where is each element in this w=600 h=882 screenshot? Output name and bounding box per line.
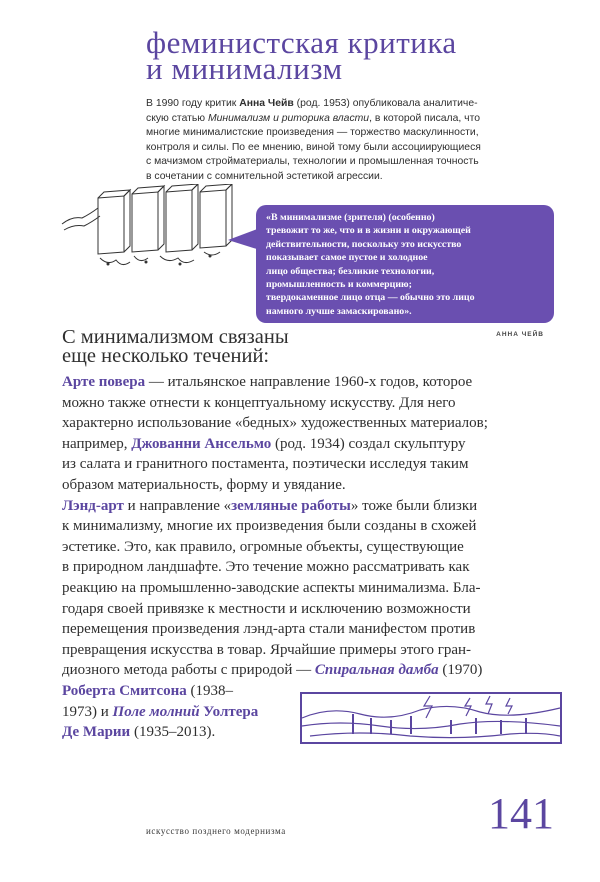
quote-line: действительности, поскольку это искусство [266, 238, 462, 250]
quote-line: промышленность и коммерцию; [266, 279, 412, 291]
body-line: превращения искусства в товар. Ярчайшие примеры этого гран- [62, 641, 472, 658]
body-text-run: — итальянское направление 1960-х годов, которое [145, 374, 473, 390]
body-line: годаря своей привязке к местности и исключению возможности [62, 600, 471, 617]
page-number: 141 [488, 789, 554, 838]
term-land-art: Лэнд-арт [62, 497, 124, 514]
quote-line: «В минимализме (зрителя) (особенно) [266, 212, 435, 223]
body-text-run: (1938– [186, 682, 233, 699]
minimalist-boxes-illustration [60, 184, 238, 276]
term-earthworks: земляные работы [231, 497, 351, 514]
quote-line: намного лучше замаскировано». [266, 305, 412, 317]
body-line: характерно использование «бедных» художественных материалов; [62, 415, 488, 432]
body-line: реакцию на промышленно-заводские аспекты минимализма. Бла- [62, 579, 481, 596]
body-text-run: » тоже были близки [350, 497, 478, 514]
quote-line: твердокаменное лицо отца — обычно это лицо [266, 292, 475, 304]
body-text-run: (род. 1934) создал скульптуру [271, 435, 466, 452]
page-title [146, 25, 566, 86]
quote-text [266, 211, 548, 318]
intro-article-title: Минимализм и риторика власти [207, 112, 370, 124]
body-line: в природном ландшафте. Это течение можно рассматривать как [62, 559, 470, 576]
work-spiral-jetty: Спиральная дамба [314, 662, 439, 679]
body-line: к минимализму, многие их произведения были созданы в схожей [62, 518, 477, 535]
intro-text: многие минималистские произведения — торжество маскулинности, [146, 127, 479, 139]
quote-line: лицо общества; безликие технологии, [266, 265, 435, 277]
intro-text: , в которой писала, что [369, 112, 481, 124]
name-giovanni-anselmo: Джованни Ансельмо [131, 435, 272, 452]
body-text-run: например, [62, 435, 132, 452]
body-text-run: (1970) [438, 662, 483, 679]
intro-text: скую статью [146, 112, 208, 124]
body-text-run: 1973) и [62, 703, 113, 720]
section-subtitle [62, 328, 392, 366]
term-arte-povera: Арте повера [62, 374, 146, 390]
intro-text: с мачизмом стройматериалы, технологии и промышленная точность [146, 156, 479, 168]
lightning-field-illustration [300, 692, 562, 744]
body-line: образом материальность, форму и увядание. [62, 476, 346, 493]
quote-author: АННА ЧЕЙВ [496, 331, 544, 338]
quote-line: показывает самое пустое и холодное [266, 252, 428, 264]
body-line: можно также отнести к концептуальному искусству. Для него [62, 394, 456, 411]
intro-text: контроля и силы. По ее мнению, виной тому были ассоциирующиеся [146, 141, 481, 153]
name-walter-de-maria-last: Де Марии [62, 724, 131, 741]
intro-text: (род. 1953) опубликовала аналитиче- [293, 98, 478, 109]
intro-text: В 1990 году критик [146, 98, 240, 109]
body-text-run: (1935–2013). [130, 724, 216, 741]
subtitle-line-2: еще несколько течений: [62, 345, 270, 367]
body-line: из салата и гранитного постамента, поэтически исследуя таким [62, 456, 469, 473]
intro-paragraph [146, 97, 566, 185]
quote-bubble-tail [226, 222, 260, 256]
intro-author: Анна Чейв [239, 98, 294, 109]
subtitle-line-1: С минимализмом связаны [62, 326, 289, 348]
running-footer: искусство позднего модернизма [146, 826, 286, 836]
quote-line: тревожит то же, что и в жизни и окружающей [266, 225, 471, 237]
body-line: перемещения произведения лэнд-арта стали манифестом против [62, 621, 476, 638]
body-line: эстетике. Это, как правило, огромные объекты, существующие [62, 538, 464, 555]
body-text [62, 372, 562, 743]
title-line-1: феминистская критика [146, 25, 457, 60]
name-walter-de-maria-first: Уолтера [199, 703, 259, 720]
body-text-run: диозного метода работы с природой — [62, 662, 315, 679]
body-text-run: и направление « [123, 497, 232, 514]
intro-text: в сочетании с сомнительной эстетикой агрессии. [146, 170, 383, 182]
title-line-2: и минимализм [146, 51, 343, 86]
name-robert-smithson: Роберта Смитсона [62, 682, 187, 699]
work-lightning-field: Поле молний [112, 703, 200, 720]
